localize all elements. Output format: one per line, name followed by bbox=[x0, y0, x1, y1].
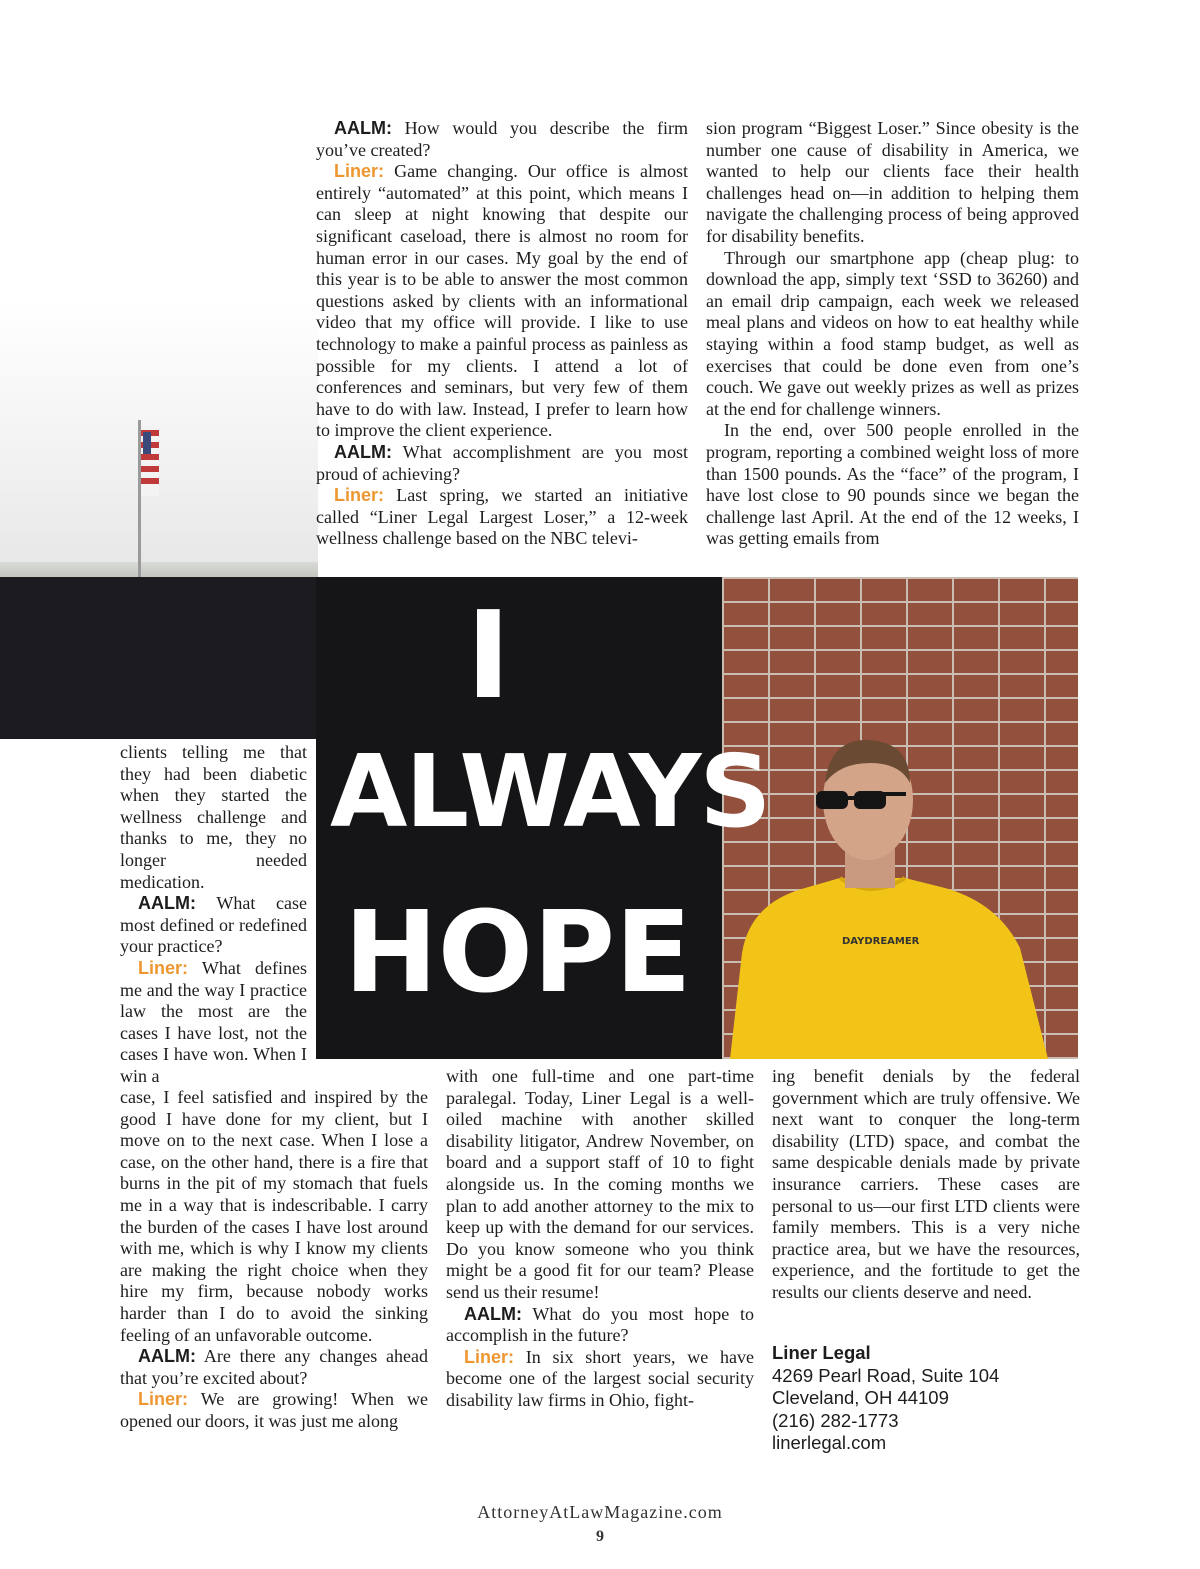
city-line: Cleveland, OH 44109 bbox=[772, 1387, 949, 1408]
paragraph bbox=[120, 893, 307, 958]
paragraph-text: In the end, over 500 people enrolled in the program, reporting a combined weight loss of more than 1500 pounds. As the “face” of the program, I have lost close to 90 pounds since we began the challenge last April. At the end of the 12 weeks, I was getting emails from bbox=[706, 420, 1079, 549]
paragraph bbox=[316, 118, 688, 161]
paragraph-text: with one full-time and one part-time paralegal. Today, Liner Legal is a well-oiled machine with another skilled disability litigator, Andrew November, on board and a support staff of 10 to fight alongside us. In the coming months we plan to add another attorney to the mix to keep up with the demand for our services. Do you know someone who you think might be a good fit for our team? Please send us their resume! bbox=[446, 1066, 754, 1302]
man-in-yellow-shirt bbox=[730, 738, 1080, 1059]
paragraph bbox=[120, 742, 307, 893]
shirt-text: DAYDREAMER bbox=[842, 936, 920, 947]
speaker-aalm: AALM: bbox=[138, 893, 196, 914]
paragraph bbox=[446, 1347, 754, 1412]
paragraph bbox=[706, 118, 1079, 248]
paragraph-text: In six short years, we have become one of the largest social security disability law firms in Ohio, fight- bbox=[446, 1346, 755, 1410]
paragraph bbox=[446, 1066, 754, 1304]
paragraph-text: What defines me and the way I practice law the most are the cases I have lost, not the cases I have won. When I win a bbox=[120, 957, 307, 1086]
firm-name: Liner Legal bbox=[772, 1342, 871, 1363]
speaker-aalm: AALM: bbox=[138, 1346, 196, 1367]
paragraph bbox=[316, 442, 688, 485]
website-link[interactable]: linerlegal.com bbox=[772, 1432, 887, 1453]
paragraph bbox=[706, 248, 1079, 421]
column-4 bbox=[446, 1066, 754, 1412]
paragraph-text: Last spring, we started an initiative called “Liner Legal Largest Loser,” a 12-week wellness challenge based on the NBC televi- bbox=[316, 485, 689, 549]
address-line: 4269 Pearl Road, Suite 104 bbox=[772, 1364, 1000, 1386]
phone-number: (216) 282-1773 bbox=[772, 1409, 899, 1431]
paragraph bbox=[120, 1087, 428, 1346]
paragraph-text: Game changing. Our office is almost entirely “automated” at this point, which means I can sleep at night knowing that despite our significant caseload, there is almost no room for human error in our cases. My goal by the end of this year is to be able to answer the most common questions asked by clients with an informational video that my office will provide. I like to use technology to make a painful process as painless as possible for my clients. I attend a lot of conferences and seminars, but very few of them have to do with law. Instead, I prefer to learn how to improve the client experience. bbox=[316, 161, 688, 441]
footer-site: AttorneyAtLawMagazine.com bbox=[477, 1502, 723, 1522]
page-number: 9 bbox=[596, 1528, 604, 1545]
paragraph-text: ing benefit denials by the federal government which are truly offensive. We next want to conquer the long-term disability (LTD) space, and combat the same despicable denials made by private insurance carriers. These cases are personal to us—our first LTD clients were family members. This is a very niche practice area, but we have the resources, experience, and the fortitude to get the results our clients deserve and need. bbox=[772, 1066, 1080, 1302]
paragraph-text: What do you most hope to accomplish in the future? bbox=[446, 1303, 754, 1346]
speaker-aalm: AALM: bbox=[334, 441, 392, 462]
paragraph bbox=[706, 420, 1079, 550]
speaker-liner: Liner: bbox=[138, 957, 189, 978]
paragraph-text: Through our smartphone app (cheap plug: to download the app, simply text ‘SSD to 36260) and an email drip campaign, each week we released meal plans and videos on how to eat healthy while staying within a food stamp budget, as well as exercises that could be done even from one’s couch. We gave out weekly prizes as well as prizes at the end for challenge winners. bbox=[706, 247, 1079, 419]
column-3-top bbox=[120, 742, 307, 1088]
paragraph-text: sion program “Biggest Loser.” Since obesity is the number one cause of disability in America, we wanted to help our clients face their health challenges head on—in addition to helping them navigate the challenging process of being approved for disability benefits. bbox=[706, 118, 1079, 246]
paragraph bbox=[316, 485, 688, 550]
paragraph-text: We are growing! When we opened our doors, it was just me along bbox=[120, 1389, 428, 1431]
column-3-bottom bbox=[120, 1087, 428, 1433]
speaker-liner: Liner: bbox=[334, 161, 385, 182]
column-5 bbox=[772, 1066, 1080, 1304]
paragraph bbox=[446, 1304, 754, 1347]
sign-text-always: ALWAYS bbox=[330, 733, 770, 850]
paragraph bbox=[120, 1346, 428, 1389]
paragraph bbox=[120, 958, 307, 1088]
column-1 bbox=[316, 118, 688, 550]
paragraph-text: What case most defined or redefined your practice? bbox=[120, 893, 307, 957]
paragraph-text: Are there any changes ahead that you’re excited about? bbox=[120, 1346, 429, 1388]
speaker-aalm: AALM: bbox=[464, 1303, 522, 1324]
contact-block bbox=[772, 1342, 1080, 1455]
american-flag-icon bbox=[141, 426, 159, 496]
paragraph-text: case, I feel satisfied and inspired by the good I have done for my client, but I move on to the next case. When I lose a case, on the other hand, there is a fire that burns in the pit of my stomach that fuels me in a way that is indescribable. I carry the burden of the cases I have lost around with me, which is why I know my clients are making the right choice when they hire my firm, because nobody works harder than I do to avoid the sinking feeling of an unfavorable outcome. bbox=[120, 1087, 428, 1345]
sky-background bbox=[0, 300, 318, 580]
paragraph bbox=[316, 161, 688, 442]
speaker-liner: Liner: bbox=[138, 1389, 189, 1410]
black-band bbox=[0, 577, 318, 739]
paragraph bbox=[120, 1389, 428, 1432]
paragraph-text: What accomplishment are you most proud of achieving? bbox=[316, 441, 688, 484]
sign-text-hope: HOPE bbox=[344, 888, 692, 1018]
paragraph-text: How would you describe the firm you’ve created? bbox=[316, 118, 689, 160]
speaker-liner: Liner: bbox=[464, 1346, 515, 1367]
paragraph bbox=[772, 1066, 1080, 1304]
speaker-aalm: AALM: bbox=[334, 118, 392, 138]
paragraph-text: clients telling me that they had been diabetic when they started the wellness challenge and thanks to me, they no longer needed medication. bbox=[120, 742, 307, 892]
speaker-liner: Liner: bbox=[334, 485, 385, 506]
sign-text-i: I bbox=[466, 587, 513, 726]
column-2 bbox=[706, 118, 1079, 550]
